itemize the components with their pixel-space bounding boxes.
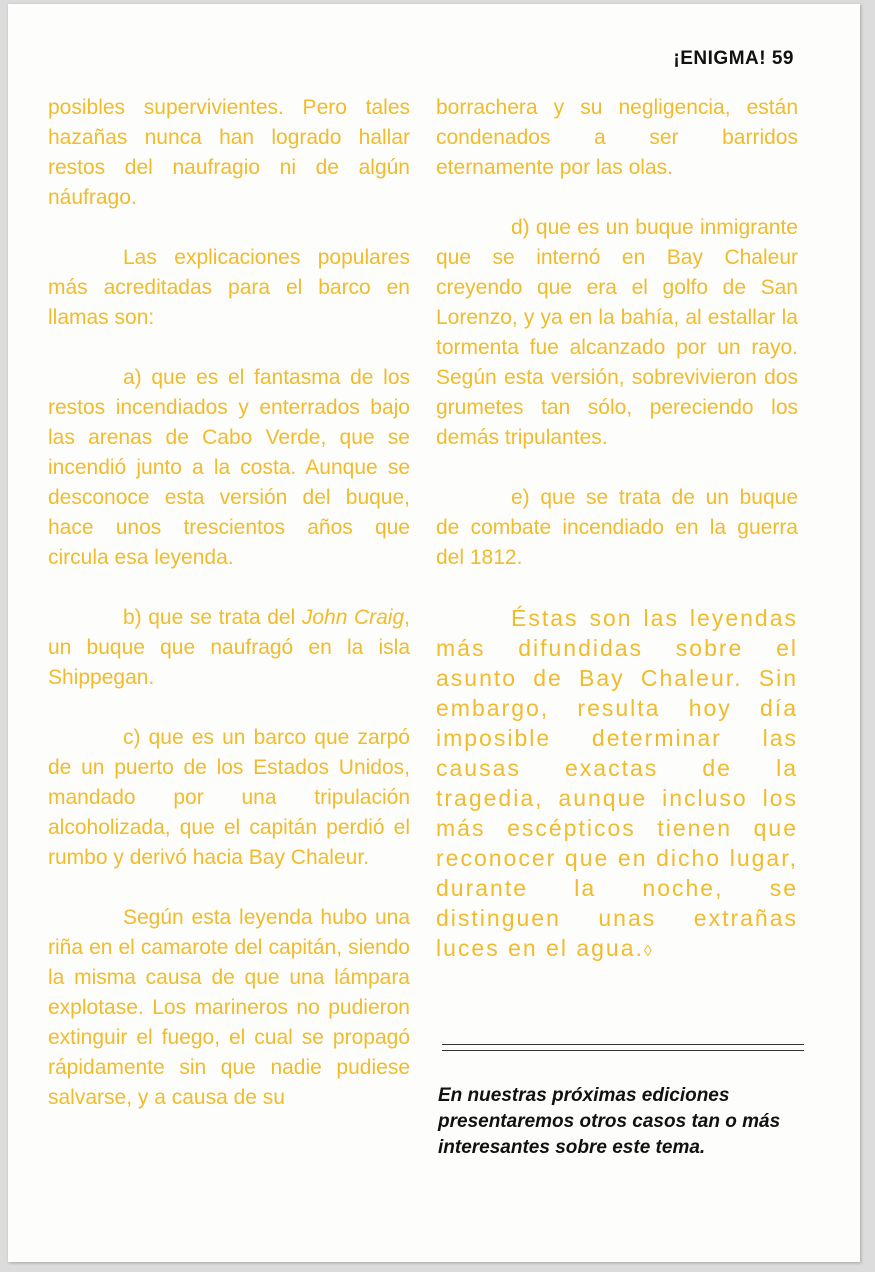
text-run: , un buque que naufragó en la isla Shippegan. [48,606,410,689]
text-run: Éstas son las leyendas más difundidas sobre el asunto de Bay Chaleur. Sin embargo, resulta hoy día imposible determinar las causas exactas de la tragedia, aunque incluso los más escépticos tienen que reconocer que en dicho lugar, durante la noche, se distinguen unas extrañas luces en el agua. [436,605,798,961]
paragraph [48,603,410,693]
paragraph: e) que se trata de un buque de combate incendiado en la guerra del 1812. [436,486,798,569]
page-header: ¡ENIGMA! 59 [673,48,794,69]
text-run: b) que se trata del [123,606,302,629]
paragraph: Las explicaciones populares más acreditadas para el barco en llamas son: [48,246,410,329]
magazine-page [8,4,860,1262]
left-column [48,93,410,1143]
right-column [436,93,798,997]
divider [442,1050,804,1051]
ship-name: John Craig [301,606,405,629]
paragraph: d) que es un buque inmigrante que se internó en Bay Chaleur creyendo que era el golfo de San Lorenzo, y ya en la bahía, al estallar la tormenta fue alcanzado por un rayo. Según esta versión, sobrevivieron dos grumetes tan sólo, pereciendo los demás tripulantes. [436,216,798,449]
end-mark-icon: ◊ [643,943,654,960]
double-rule [442,1044,804,1051]
paragraph: posibles supervivientes. Pero tales hazañas nunca han logrado hallar restos del naufragio ni de algún náufrago. [48,96,410,209]
paragraph: c) que es un barco que zarpó de un puerto de los Estados Unidos, mandado por una tripulación alcoholizada, que el capitán perdió el rumbo y derivó hacia Bay Chaleur. [48,726,410,869]
paragraph [436,603,798,967]
divider [442,1044,804,1045]
paragraph: Según esta leyenda hubo una riña en el camarote del capitán, siendo la misma causa de que una lámpara explotase. Los marineros no pudieron extinguir el fuego, el cual se propagó rápidamente sin que nadie pudiese salvarse, y a causa de su [48,906,410,1109]
paragraph: borrachera y su negligencia, están condenados a ser barridos eternamente por las olas. [436,96,798,179]
paragraph: a) que es el fantasma de los restos incendiados y enterrados bajo las arenas de Cabo Verde, que se incendió junto a la costa. Aunque se desconoce esta versión del buque, hace unos trescientos años que circula esa leyenda. [48,366,410,569]
next-edition-note: En nuestras próximas ediciones presentaremos otros casos tan o más interesantes sobre este tema. [438,1085,781,1158]
